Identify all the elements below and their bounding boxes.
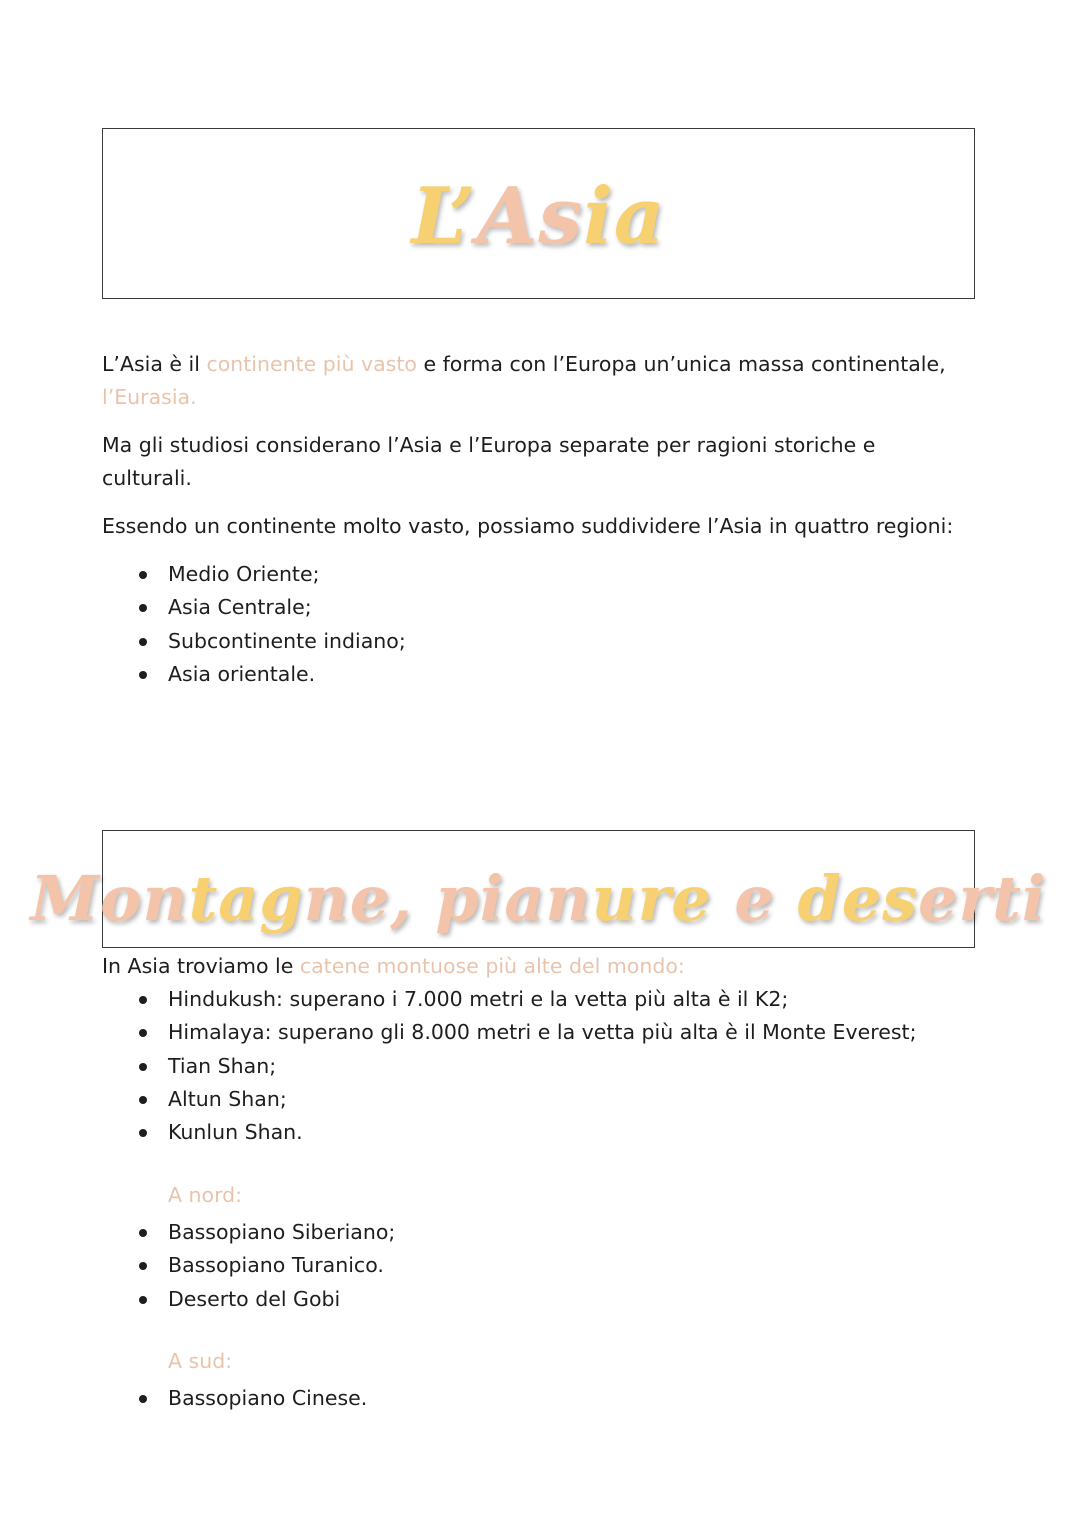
- list-item: Hindukush: superano i 7.000 metri e la vetta più alta è il K2;: [102, 983, 916, 1016]
- paragraph-mountains-intro: In Asia troviamo le catene montuose più alte del mondo:: [102, 954, 685, 978]
- list-item: Bassopiano Siberiano;: [102, 1216, 395, 1249]
- highlight-eurasia: l’Eurasia.: [102, 385, 197, 409]
- highlight-continente: continente più vasto: [206, 352, 417, 376]
- list-item: Altun Shan;: [102, 1083, 916, 1116]
- south-label: A sud:: [168, 1349, 233, 1373]
- list-item: Medio Oriente;: [102, 558, 406, 591]
- list-item: Bassopiano Turanico.: [102, 1249, 395, 1282]
- south-list: [102, 1382, 367, 1415]
- title-box-landforms: [30, 830, 1047, 948]
- regions-list: [102, 558, 406, 691]
- list-item: Bassopiano Cinese.: [102, 1382, 367, 1415]
- north-label: A nord:: [168, 1183, 243, 1207]
- section-title: Montagne, pianure e deserti: [30, 861, 1047, 935]
- mountains-list: [102, 983, 916, 1149]
- list-item: Asia orientale.: [102, 658, 406, 691]
- list-item: Subcontinente indiano;: [102, 625, 406, 658]
- list-item: Kunlun Shan.: [102, 1116, 916, 1149]
- highlight-catene: catene montuose più alte del mondo:: [299, 954, 685, 978]
- title-box-asia: [102, 128, 975, 299]
- list-item: Deserto del Gobi: [102, 1283, 395, 1316]
- list-item: Tian Shan;: [102, 1050, 916, 1083]
- list-item: Himalaya: superano gli 8.000 metri e la vetta più alta è il Monte Everest;: [102, 1016, 916, 1049]
- list-item: Asia Centrale;: [102, 591, 406, 624]
- paragraph-intro: L’Asia è il continente più vasto e forma con l’Europa un’unica massa continentale, l’Eurasia.: [102, 352, 946, 409]
- paragraph-regions-intro: Essendo un continente molto vasto, possiamo suddividere l’Asia in quattro regioni:: [102, 514, 954, 538]
- paragraph-separation: Ma gli studiosi considerano l’Asia e l’Europa separate per ragioni storiche e culturali.: [102, 433, 876, 490]
- page-title: L’Asia: [411, 171, 666, 262]
- north-list: [102, 1216, 395, 1316]
